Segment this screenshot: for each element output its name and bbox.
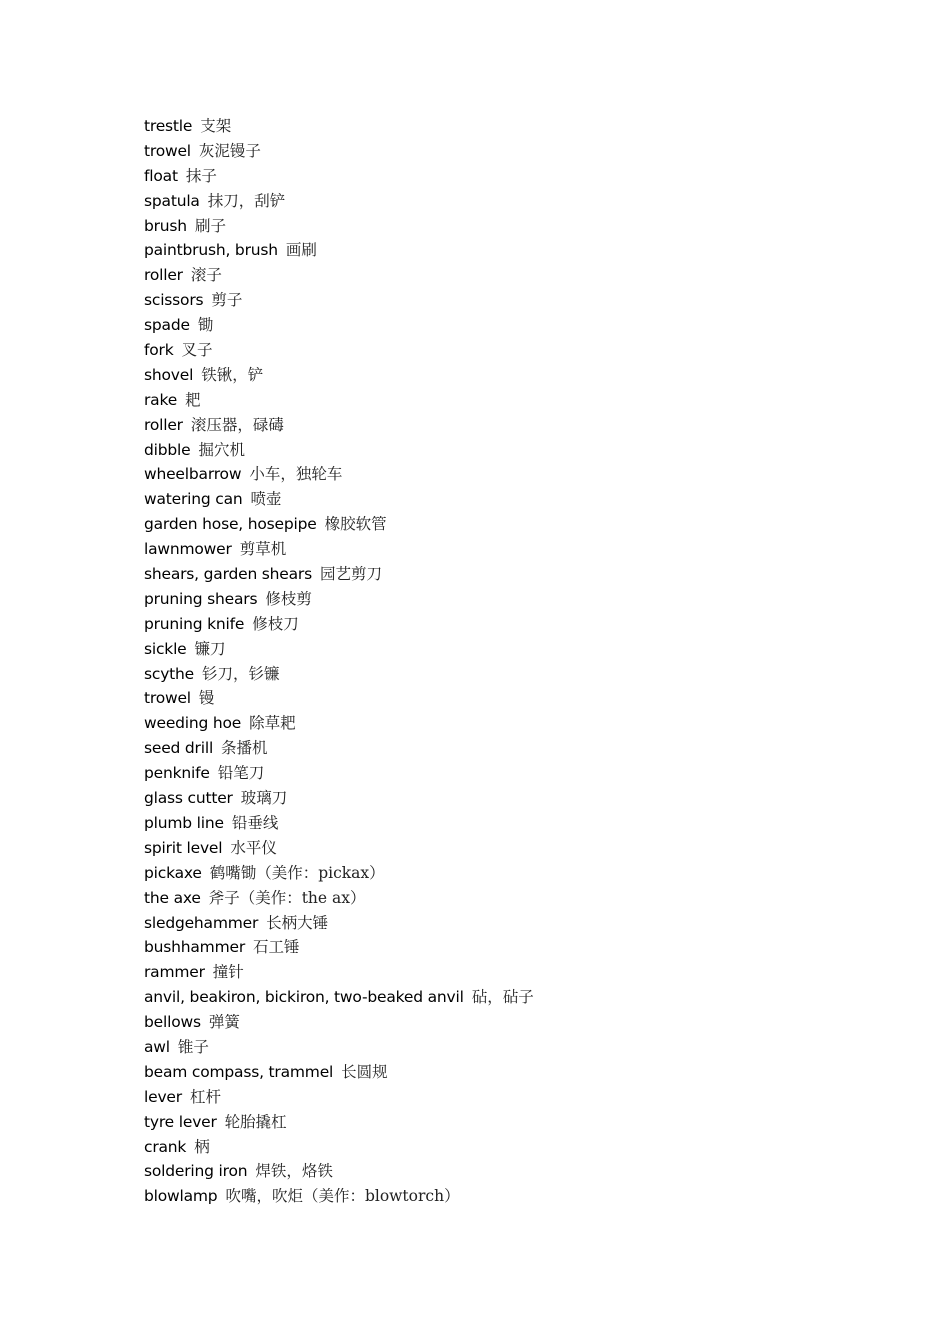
term-text: shears, garden shears bbox=[144, 565, 312, 584]
list-item bbox=[144, 662, 534, 687]
term-text: bushhammer bbox=[144, 938, 245, 957]
list-item bbox=[144, 114, 534, 139]
term-text: lawnmower bbox=[144, 540, 232, 559]
translation-text: 灰泥镘子 bbox=[198, 141, 261, 160]
list-item bbox=[144, 363, 534, 388]
term-text: brush bbox=[144, 216, 187, 235]
list-item bbox=[144, 761, 534, 786]
translation-text: 镘 bbox=[198, 689, 215, 708]
translation-text: 刷子 bbox=[194, 216, 226, 235]
term-text: trowel bbox=[144, 141, 191, 160]
translation-text: 长圆规 bbox=[341, 1062, 388, 1081]
term-text: awl bbox=[144, 1037, 170, 1056]
term-text: crank bbox=[144, 1137, 187, 1156]
translation-text: 小车，独轮车 bbox=[249, 465, 343, 484]
term-text: tyre lever bbox=[144, 1112, 217, 1131]
list-item bbox=[144, 736, 534, 761]
translation-text: 玻璃刀 bbox=[240, 789, 288, 808]
list-item bbox=[144, 1085, 534, 1110]
term-text: soldering iron bbox=[144, 1162, 248, 1181]
translation-text: 铅笔刀 bbox=[217, 764, 265, 783]
translation-text: 柄 bbox=[194, 1137, 210, 1156]
vocabulary-list bbox=[144, 114, 534, 1209]
list-item bbox=[144, 587, 534, 612]
term-text: blowlamp bbox=[144, 1187, 218, 1206]
translation-text: 焊铁，烙铁 bbox=[255, 1162, 333, 1181]
term-text: beam compass, trammel bbox=[144, 1062, 334, 1081]
list-item bbox=[144, 612, 534, 637]
term-text: spirit level bbox=[144, 838, 223, 857]
translation-text: 条播机 bbox=[221, 739, 268, 758]
term-text: dibble bbox=[144, 440, 191, 459]
list-item bbox=[144, 861, 534, 886]
term-text: plumb line bbox=[144, 813, 224, 832]
translation-text: 修枝刀 bbox=[252, 614, 299, 633]
translation-text: 抹刀，刮铲 bbox=[207, 191, 286, 210]
term-text: watering can bbox=[144, 490, 243, 509]
translation-text: 锄 bbox=[197, 316, 214, 335]
term-text: trestle bbox=[144, 117, 193, 135]
list-item bbox=[144, 388, 534, 413]
term-text: scissors bbox=[144, 291, 204, 310]
list-item bbox=[144, 786, 534, 811]
translation-text: 轮胎撬杠 bbox=[224, 1112, 287, 1131]
term-text: bellows bbox=[144, 1013, 201, 1032]
term-text: roller bbox=[144, 415, 183, 434]
list-item bbox=[144, 462, 534, 487]
term-text: the axe bbox=[144, 888, 201, 907]
translation-text: 弹簧 bbox=[208, 1013, 240, 1032]
translation-text: 镰刀 bbox=[194, 639, 226, 658]
list-item bbox=[144, 562, 534, 587]
list-item bbox=[144, 1035, 534, 1060]
term-text: seed drill bbox=[144, 739, 214, 758]
term-text: wheelbarrow bbox=[144, 465, 242, 484]
list-item bbox=[144, 1184, 534, 1209]
list-item bbox=[144, 911, 534, 936]
translation-text: 抹子 bbox=[185, 166, 217, 185]
list-item bbox=[144, 1135, 534, 1160]
list-item bbox=[144, 139, 534, 164]
translation-text: 叉子 bbox=[181, 341, 213, 360]
translation-text: 撞针 bbox=[212, 963, 244, 982]
translation-text: 铅垂线 bbox=[231, 813, 279, 832]
list-item bbox=[144, 935, 534, 960]
term-text: sledgehammer bbox=[144, 913, 259, 932]
list-item bbox=[144, 438, 534, 463]
list-item bbox=[144, 537, 534, 562]
translation-text: 掘穴机 bbox=[198, 440, 245, 459]
list-item bbox=[144, 711, 534, 736]
term-text: pickaxe bbox=[144, 863, 202, 882]
translation-text: 喷壶 bbox=[250, 490, 282, 509]
translation-text: 吹嘴，吹炬（美作：blowtorch） bbox=[225, 1187, 460, 1206]
list-item bbox=[144, 238, 534, 263]
translation-text: 耙 bbox=[185, 390, 201, 409]
translation-text: 剪草机 bbox=[239, 540, 287, 559]
term-text: paintbrush, brush bbox=[144, 241, 278, 260]
term-text: shovel bbox=[144, 365, 194, 384]
translation-text: 画刷 bbox=[285, 241, 317, 260]
list-item bbox=[144, 1010, 534, 1035]
term-text: pruning knife bbox=[144, 614, 245, 633]
list-item bbox=[144, 686, 534, 711]
translation-text: 长柄大锤 bbox=[266, 913, 329, 932]
list-item bbox=[144, 836, 534, 861]
list-item bbox=[144, 164, 534, 189]
translation-text: 园艺剪刀 bbox=[319, 565, 382, 584]
list-item bbox=[144, 413, 534, 438]
term-text: sickle bbox=[144, 639, 187, 658]
term-text: scythe bbox=[144, 664, 195, 683]
list-item bbox=[144, 288, 534, 313]
translation-text: 鹤嘴锄（美作：pickax） bbox=[209, 863, 385, 882]
translation-text: 除草耙 bbox=[249, 714, 296, 733]
term-text: anvil, beakiron, bickiron, two-beaked anvil bbox=[144, 988, 464, 1007]
translation-text: 滚子 bbox=[190, 266, 222, 285]
term-text: garden hose, hosepipe bbox=[144, 515, 317, 534]
list-item bbox=[144, 338, 534, 363]
term-text: float bbox=[144, 166, 178, 185]
list-item bbox=[144, 1159, 534, 1184]
term-text: penknife bbox=[144, 764, 210, 783]
term-text: rake bbox=[144, 390, 178, 409]
translation-text: 水平仪 bbox=[230, 838, 277, 857]
term-text: fork bbox=[144, 341, 174, 360]
term-text: rammer bbox=[144, 963, 205, 982]
term-text: pruning shears bbox=[144, 589, 258, 608]
translation-text: 砧，砧子 bbox=[471, 988, 534, 1007]
translation-text: 剪子 bbox=[211, 291, 243, 310]
list-item bbox=[144, 487, 534, 512]
translation-text: 石工锤 bbox=[253, 938, 300, 957]
term-text: spade bbox=[144, 316, 190, 335]
list-item bbox=[144, 637, 534, 662]
translation-text: 斧子（美作：the ax） bbox=[208, 888, 366, 907]
list-item bbox=[144, 811, 534, 836]
list-item bbox=[144, 960, 534, 985]
translation-text: 钐刀，钐镰 bbox=[202, 664, 280, 683]
list-item bbox=[144, 1060, 534, 1085]
term-text: lever bbox=[144, 1087, 182, 1106]
translation-text: 橡胶软管 bbox=[324, 515, 387, 534]
term-text: roller bbox=[144, 266, 183, 285]
list-item bbox=[144, 214, 534, 239]
translation-text: 锥子 bbox=[177, 1037, 209, 1056]
list-item bbox=[144, 263, 534, 288]
term-text: weeding hoe bbox=[144, 714, 242, 733]
translation-text: 滚压器，碌碡 bbox=[190, 415, 284, 434]
list-item bbox=[144, 512, 534, 537]
list-item bbox=[144, 985, 534, 1010]
term-text: glass cutter bbox=[144, 789, 233, 808]
term-text: spatula bbox=[144, 191, 200, 210]
list-item bbox=[144, 1110, 534, 1135]
translation-text: 杠杆 bbox=[189, 1087, 221, 1106]
translation-text: 铁锹，铲 bbox=[201, 365, 264, 384]
list-item bbox=[144, 313, 534, 338]
term-text: trowel bbox=[144, 689, 191, 708]
translation-text: 修枝剪 bbox=[265, 589, 312, 608]
translation-text: 支架 bbox=[200, 117, 232, 135]
list-item bbox=[144, 886, 534, 911]
list-item bbox=[144, 189, 534, 214]
